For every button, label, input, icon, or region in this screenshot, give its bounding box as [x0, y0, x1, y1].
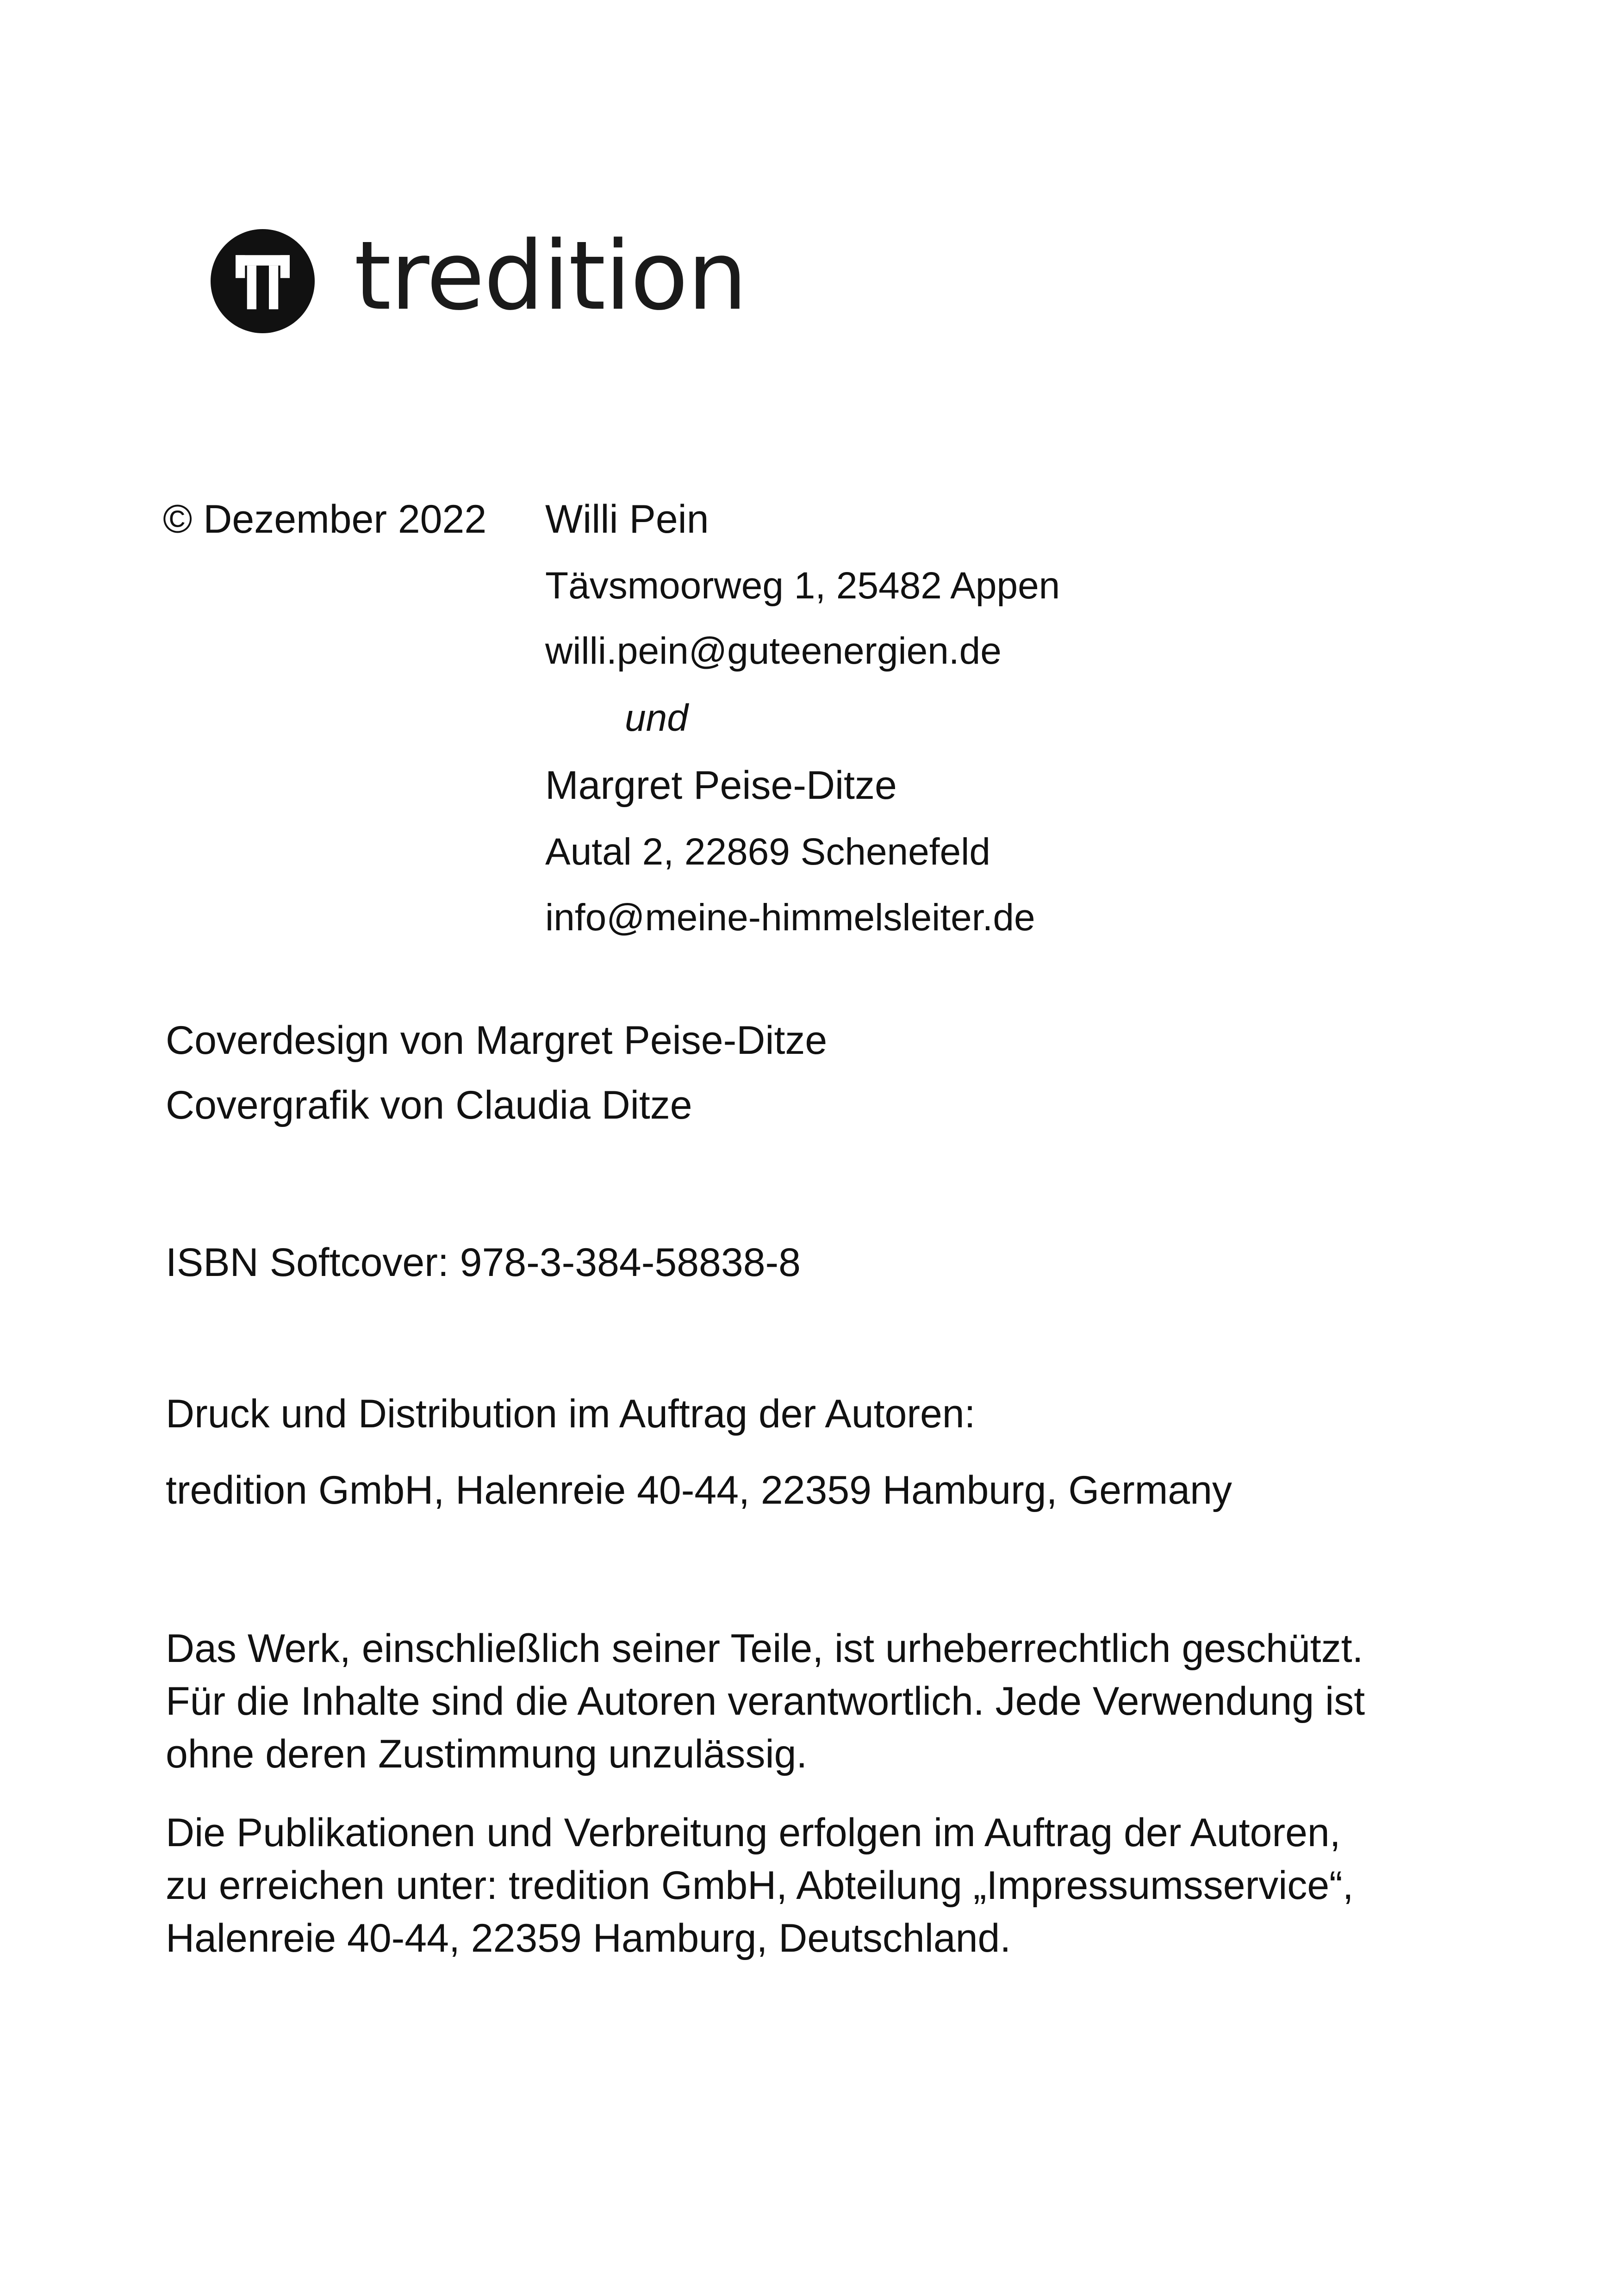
- legal-paragraph-2: [166, 1806, 1485, 1965]
- legal-line: Das Werk, einschließlich seiner Teile, ist urheberrechtlich geschützt.: [166, 1626, 1363, 1671]
- legal-paragraph-1: [166, 1622, 1485, 1780]
- coverdesign-credit: Coverdesign von Margret Peise-Ditze: [166, 1018, 828, 1063]
- legal-line: Für die Inhalte sind die Autoren verantwortlich. Jede Verwendung ist: [166, 1679, 1365, 1724]
- author2-address: Autal 2, 22869 Schenefeld: [545, 831, 990, 873]
- legal-line: Halenreie 40-44, 22359 Hamburg, Deutschland.: [166, 1916, 1011, 1960]
- distribution-heading: Druck und Distribution im Auftrag der Autoren:: [166, 1392, 976, 1436]
- author1-address: Tävsmoorweg 1, 25482 Appen: [545, 565, 1060, 607]
- tredition-logo-icon: [211, 229, 315, 333]
- logo-wordmark: tredition: [354, 221, 747, 331]
- publisher-logo: [211, 221, 747, 333]
- author2-name: Margret Peise-Ditze: [545, 763, 897, 808]
- author2-email: info@meine-himmelsleiter.de: [545, 896, 1035, 939]
- distribution-address: tredition GmbH, Halenreie 40-44, 22359 Hamburg, Germany: [166, 1468, 1232, 1512]
- author1-name: Willi Pein: [545, 497, 709, 541]
- legal-line: ohne deren Zustimmung unzulässig.: [166, 1732, 808, 1776]
- legal-line: zu erreichen unter: tredition GmbH, Abteilung „Impressumsservice“,: [166, 1863, 1354, 1908]
- author1-email: willi.pein@guteenergien.de: [545, 630, 1002, 672]
- conjunction-und: und: [625, 697, 688, 739]
- copyright-date: © Dezember 2022: [163, 497, 487, 541]
- legal-line: Die Publikationen und Verbreitung erfolgen im Auftrag der Autoren,: [166, 1811, 1341, 1855]
- covergrafik-credit: Covergrafik von Claudia Ditze: [166, 1083, 692, 1127]
- isbn-line: ISBN Softcover: 978-3-384-58838-8: [166, 1240, 801, 1285]
